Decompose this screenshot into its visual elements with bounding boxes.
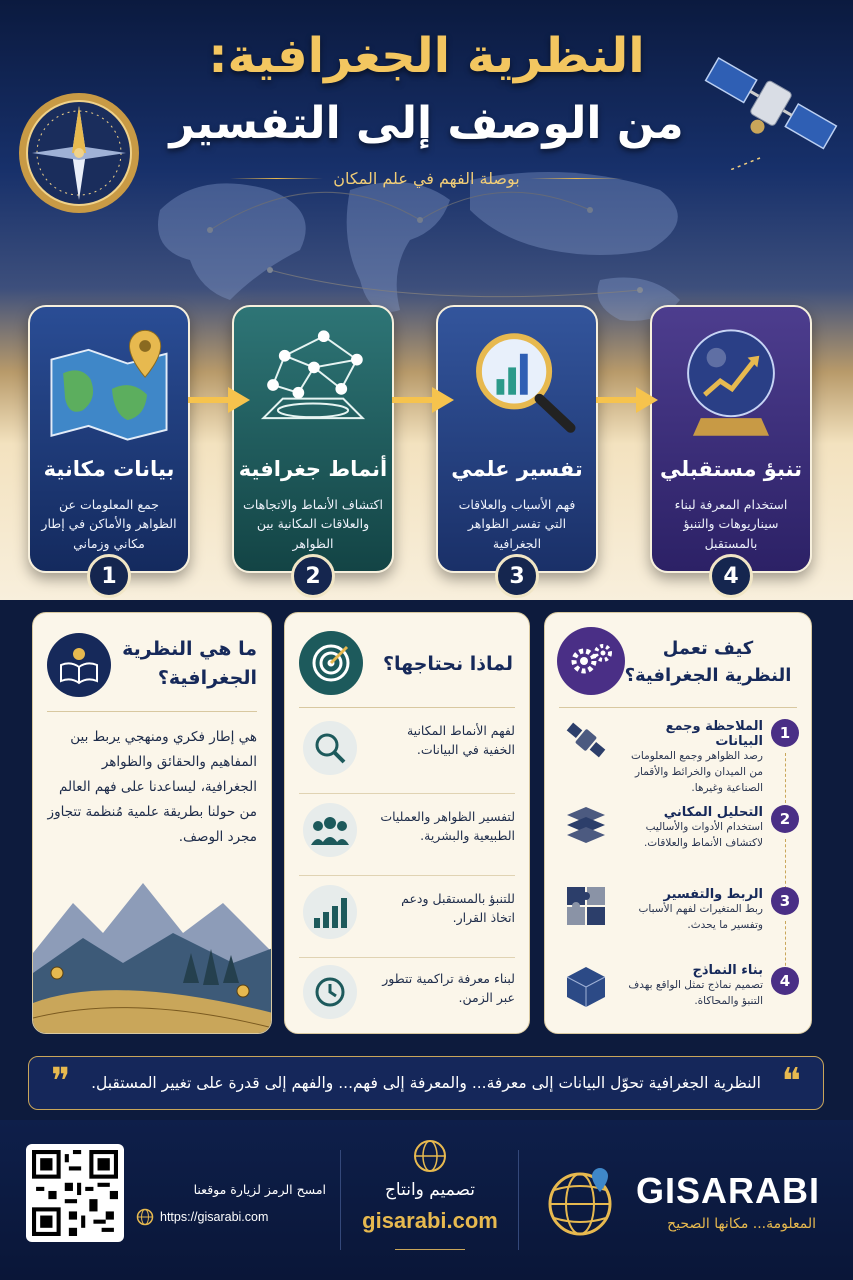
why-item (375, 889, 515, 928)
scan-label: امسح الرمز لزيارة موقعنا (193, 1182, 326, 1197)
main-title: النظرية الجغرافية: (208, 28, 645, 84)
satellite-icon (563, 717, 609, 763)
step-title: أنماط جغرافية (238, 457, 388, 481)
compass-icon (14, 88, 144, 218)
qr-code-icon (32, 1150, 118, 1236)
satellite-icon (700, 40, 840, 170)
quote-text: النظرية الجغرافية تحوّل البيانات إلى معرفة... والمعرفة إلى فهم... والفهم إلى قدرة على تغيير المستقبل. (91, 1074, 761, 1092)
arrow-right-icon (596, 385, 658, 415)
panel-title: ما هي النظرية الجغرافية؟ (122, 638, 257, 689)
how-step-number: 4 (771, 967, 799, 995)
cube-icon (563, 963, 609, 1009)
quote-open-icon: ❝ (781, 1061, 801, 1102)
arrow-right-icon (188, 385, 250, 415)
panel-why (284, 612, 530, 1034)
panel-title: لماذا نحتاجها؟ (383, 653, 513, 675)
step-card-scientific-explanation (436, 305, 598, 573)
step-card-spatial-data (28, 305, 190, 573)
why-item (375, 807, 515, 846)
why-item (375, 969, 515, 1008)
step-number: 2 (291, 554, 335, 598)
qr-code[interactable] (26, 1144, 124, 1242)
brand-name: GISARABI (636, 1170, 821, 1211)
crystal-ball-icon (652, 319, 810, 449)
panel-title: كيف تعمل النظرية الجغرافية؟ (624, 638, 792, 686)
step-desc: فهم الأسباب والعلاقات التي تفسر الظواهر الجغرافية (458, 497, 576, 551)
magnifier-icon (303, 721, 357, 775)
magnifier-chart-icon (438, 319, 596, 449)
site-domain-link[interactable]: gisarabi.com (362, 1208, 498, 1233)
step-number: 1 (87, 554, 131, 598)
puzzle-icon (563, 883, 609, 929)
map-pin-icon (30, 319, 188, 449)
brand-tagline: المعلومة... مكانها الصحيح (667, 1216, 816, 1232)
website-row (136, 1208, 336, 1226)
design-label: تصميم وانتاج (384, 1180, 476, 1200)
how-step: الربط والتفسير ربط المتغيرات لفهم الأسباب وتفسير ما يحدث. (638, 887, 763, 931)
panel-what-is (32, 612, 272, 1034)
panel-body: هي إطار فكري ومنهجي يربط بين المفاهيم والحقائق والظواهر الجغرافية، ليساعدنا على فهم العالم من حولنا بطريقة علمية مُنظمة تتجاوز مجرد الوصف. (47, 729, 257, 845)
globe-small-icon (136, 1208, 154, 1226)
tagline: بوصلة الفهم في علم المكان (333, 168, 520, 188)
why-item-text: لبناء معرفة تراكمية تتطور عبر الزمن. (382, 971, 515, 1006)
how-step-number: 2 (771, 805, 799, 833)
step-number: 4 (709, 554, 753, 598)
layers-icon (563, 801, 609, 847)
target-icon (299, 631, 363, 695)
step-title: تفسير علمي (451, 457, 583, 481)
why-item-text: للتنبؤ بالمستقبل ودعم اتخاذ القرار. (401, 891, 515, 926)
bar-chart-icon (303, 885, 357, 939)
step-card-future-prediction (650, 305, 812, 573)
book-lightbulb-icon (47, 633, 111, 697)
step-card-geographic-patterns (232, 305, 394, 573)
how-step-number: 1 (771, 719, 799, 747)
tagline-row (230, 164, 623, 192)
step-desc: اكتشاف الأنماط والاتجاهات والعلاقات المكانية بين الظواهر (243, 497, 383, 551)
quote-close-icon: ❞ (51, 1061, 71, 1102)
people-icon (303, 803, 357, 857)
step-number: 3 (495, 554, 539, 598)
gears-icon (557, 627, 625, 695)
step-title: تنبؤ مستقبلي (660, 457, 802, 481)
why-item (375, 721, 515, 760)
network-icon (234, 319, 392, 449)
globe-logo-icon (540, 1160, 626, 1240)
why-item-text: لتفسير الظواهر والعمليات الطبيعية والبشرية. (380, 809, 515, 844)
main-subtitle-title: من الوصف إلى التفسير (169, 98, 684, 149)
how-step: الملاحظة وجمع البيانات رصد الظواهر وجمع المعلومات من الميدان والخرائط والأقمار الصناعية وغيرها. (631, 719, 763, 794)
arrow-right-icon (392, 385, 454, 415)
quote-banner (28, 1056, 824, 1110)
how-step: بناء النماذج تصميم نماذج تمثل الواقع بهدف التنبؤ والمحاكاة. (628, 963, 763, 1007)
ornament-divider (395, 1242, 465, 1250)
step-title: بيانات مكانية (43, 457, 175, 481)
step-desc: استخدام المعرفة لبناء سيناريوهات والتنبؤ بالمستقبل (674, 497, 788, 551)
step-desc: جمع المعلومات عن الظواهر والأماكن في إطار مكاني وزماني (41, 497, 177, 551)
panel-how (544, 612, 812, 1034)
globe-icon (412, 1138, 448, 1174)
landscape-illustration (33, 863, 272, 1034)
clock-icon (303, 965, 357, 1019)
why-item-text: لفهم الأنماط المكانية الخفية في البيانات. (406, 723, 515, 758)
how-step-number: 3 (771, 887, 799, 915)
how-step: التحليل المكاني استخدام الأدوات والأساليب لاكتشاف الأنماط والعلاقات. (643, 805, 763, 849)
website-link[interactable]: https://gisarabi.com (160, 1210, 269, 1224)
